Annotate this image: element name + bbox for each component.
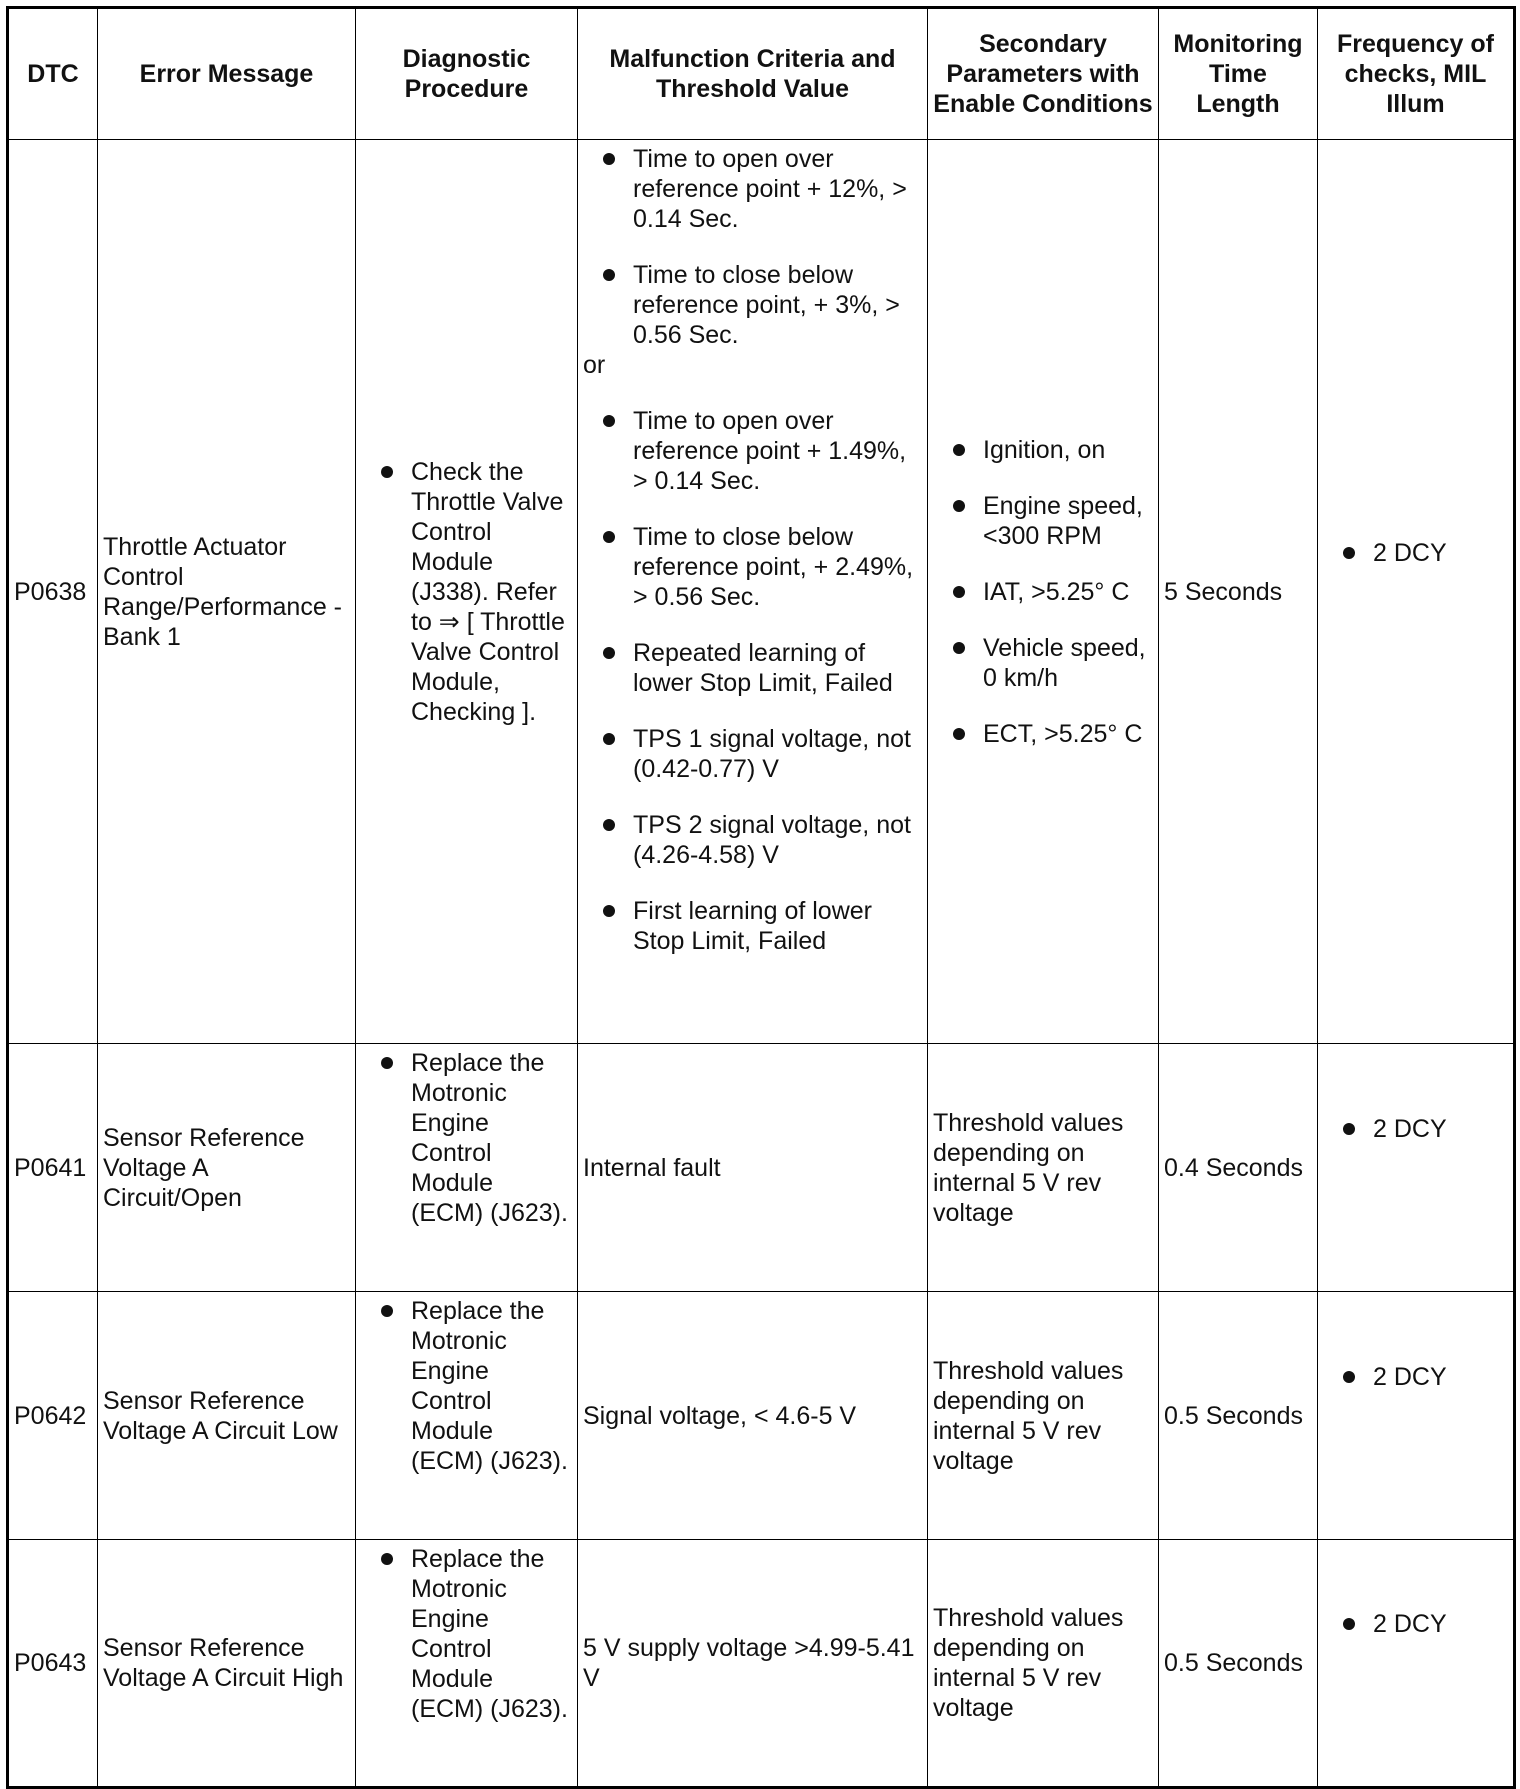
header-secondary-parameters: Secondary Parameters with Enable Conditions <box>928 8 1159 140</box>
header-monitoring-time: Monitoring Time Length <box>1159 8 1318 140</box>
list-item: Vehicle speed, 0 km/h <box>933 633 1153 693</box>
monitoring-time: 0.5 Seconds <box>1159 1540 1318 1788</box>
procedure-list <box>361 1296 572 1476</box>
monitoring-time: 5 Seconds <box>1159 140 1318 1044</box>
malfunction-criteria <box>578 140 928 1044</box>
header-frequency: Frequency of checks, MIL Illum <box>1318 8 1515 140</box>
malfunction-criteria: 5 V supply voltage >4.99-5.41 V <box>578 1540 928 1788</box>
table-row <box>8 1044 1515 1292</box>
list-item: ECT, >5.25° C <box>933 719 1153 749</box>
table-row <box>8 140 1515 1044</box>
list-item: TPS 1 signal voltage, not (0.42-0.77) V <box>583 724 922 784</box>
list-item: Replace the Motronic Engine Control Module (ECM) (J623). <box>361 1544 572 1724</box>
header-malfunction-criteria: Malfunction Criteria and Threshold Value <box>578 8 928 140</box>
list-item: Ignition, on <box>933 435 1153 465</box>
list-item: Engine speed, <300 RPM <box>933 491 1153 551</box>
list-item: Repeated learning of lower Stop Limit, Failed <box>583 638 922 698</box>
list-item: Check the Throttle Valve Control Module (J338). Refer to ⇒ [ Throttle Valve Control Module, Checking ]. <box>361 457 572 727</box>
monitoring-time: 0.5 Seconds <box>1159 1292 1318 1540</box>
diagnostic-procedure <box>356 1292 578 1540</box>
procedure-list <box>361 1048 572 1228</box>
error-message: Sensor Reference Voltage A Circuit/Open <box>98 1044 356 1292</box>
procedure-list <box>361 457 572 727</box>
malfunction-criteria: Signal voltage, < 4.6-5 V <box>578 1292 928 1540</box>
list-item: 2 DCY <box>1323 538 1508 568</box>
table-row <box>8 1292 1515 1540</box>
dtc-code: P0642 <box>8 1292 98 1540</box>
frequency-list <box>1323 1362 1508 1392</box>
secondary-parameters: Threshold values depending on internal 5 V rev voltage <box>928 1540 1159 1788</box>
monitoring-time: 0.4 Seconds <box>1159 1044 1318 1292</box>
list-item: Time to open over reference point + 12%, > 0.14 Sec. <box>583 144 922 234</box>
error-message: Throttle Actuator Control Range/Performance - Bank 1 <box>98 140 356 1044</box>
list-item: First learning of lower Stop Limit, Failed <box>583 896 922 956</box>
secondary-list <box>933 435 1153 749</box>
frequency-list <box>1323 1114 1508 1144</box>
list-item: TPS 2 signal voltage, not (4.26-4.58) V <box>583 810 922 870</box>
header-error-message: Error Message <box>98 8 356 140</box>
dtc-code: P0638 <box>8 140 98 1044</box>
list-item: IAT, >5.25° C <box>933 577 1153 607</box>
dtc-table <box>6 6 1516 1789</box>
header-row <box>8 8 1515 140</box>
dtc-code: P0641 <box>8 1044 98 1292</box>
list-item: Time to close below reference point, + 2.49%, > 0.56 Sec. <box>583 522 922 612</box>
frequency-list <box>1323 538 1508 568</box>
error-message: Sensor Reference Voltage A Circuit High <box>98 1540 356 1788</box>
malfunction-criteria: Internal fault <box>578 1044 928 1292</box>
list-item: Replace the Motronic Engine Control Module (ECM) (J623). <box>361 1048 572 1228</box>
header-diagnostic-procedure: Diagnostic Procedure <box>356 8 578 140</box>
frequency <box>1318 140 1515 1044</box>
list-item: 2 DCY <box>1323 1609 1508 1639</box>
list-item: Replace the Motronic Engine Control Module (ECM) (J623). <box>361 1296 572 1476</box>
frequency <box>1318 1540 1515 1788</box>
secondary-parameters <box>928 140 1159 1044</box>
list-item: 2 DCY <box>1323 1114 1508 1144</box>
procedure-list <box>361 1544 572 1724</box>
criteria-list-2 <box>583 406 922 956</box>
table-row <box>8 1540 1515 1788</box>
header-dtc: DTC <box>8 8 98 140</box>
diagnostic-procedure <box>356 1044 578 1292</box>
secondary-parameters: Threshold values depending on internal 5 V rev voltage <box>928 1292 1159 1540</box>
list-item: Time to open over reference point + 1.49%, > 0.14 Sec. <box>583 406 922 496</box>
list-item: Time to close below reference point, + 3%, > 0.56 Sec. <box>583 260 922 350</box>
frequency <box>1318 1292 1515 1540</box>
diagnostic-procedure <box>356 1540 578 1788</box>
frequency <box>1318 1044 1515 1292</box>
diagnostic-procedure <box>356 140 578 1044</box>
error-message: Sensor Reference Voltage A Circuit Low <box>98 1292 356 1540</box>
criteria-or: or <box>583 351 606 379</box>
frequency-list <box>1323 1609 1508 1639</box>
list-item: 2 DCY <box>1323 1362 1508 1392</box>
dtc-code: P0643 <box>8 1540 98 1788</box>
criteria-list-1 <box>583 144 922 350</box>
secondary-parameters: Threshold values depending on internal 5 V rev voltage <box>928 1044 1159 1292</box>
